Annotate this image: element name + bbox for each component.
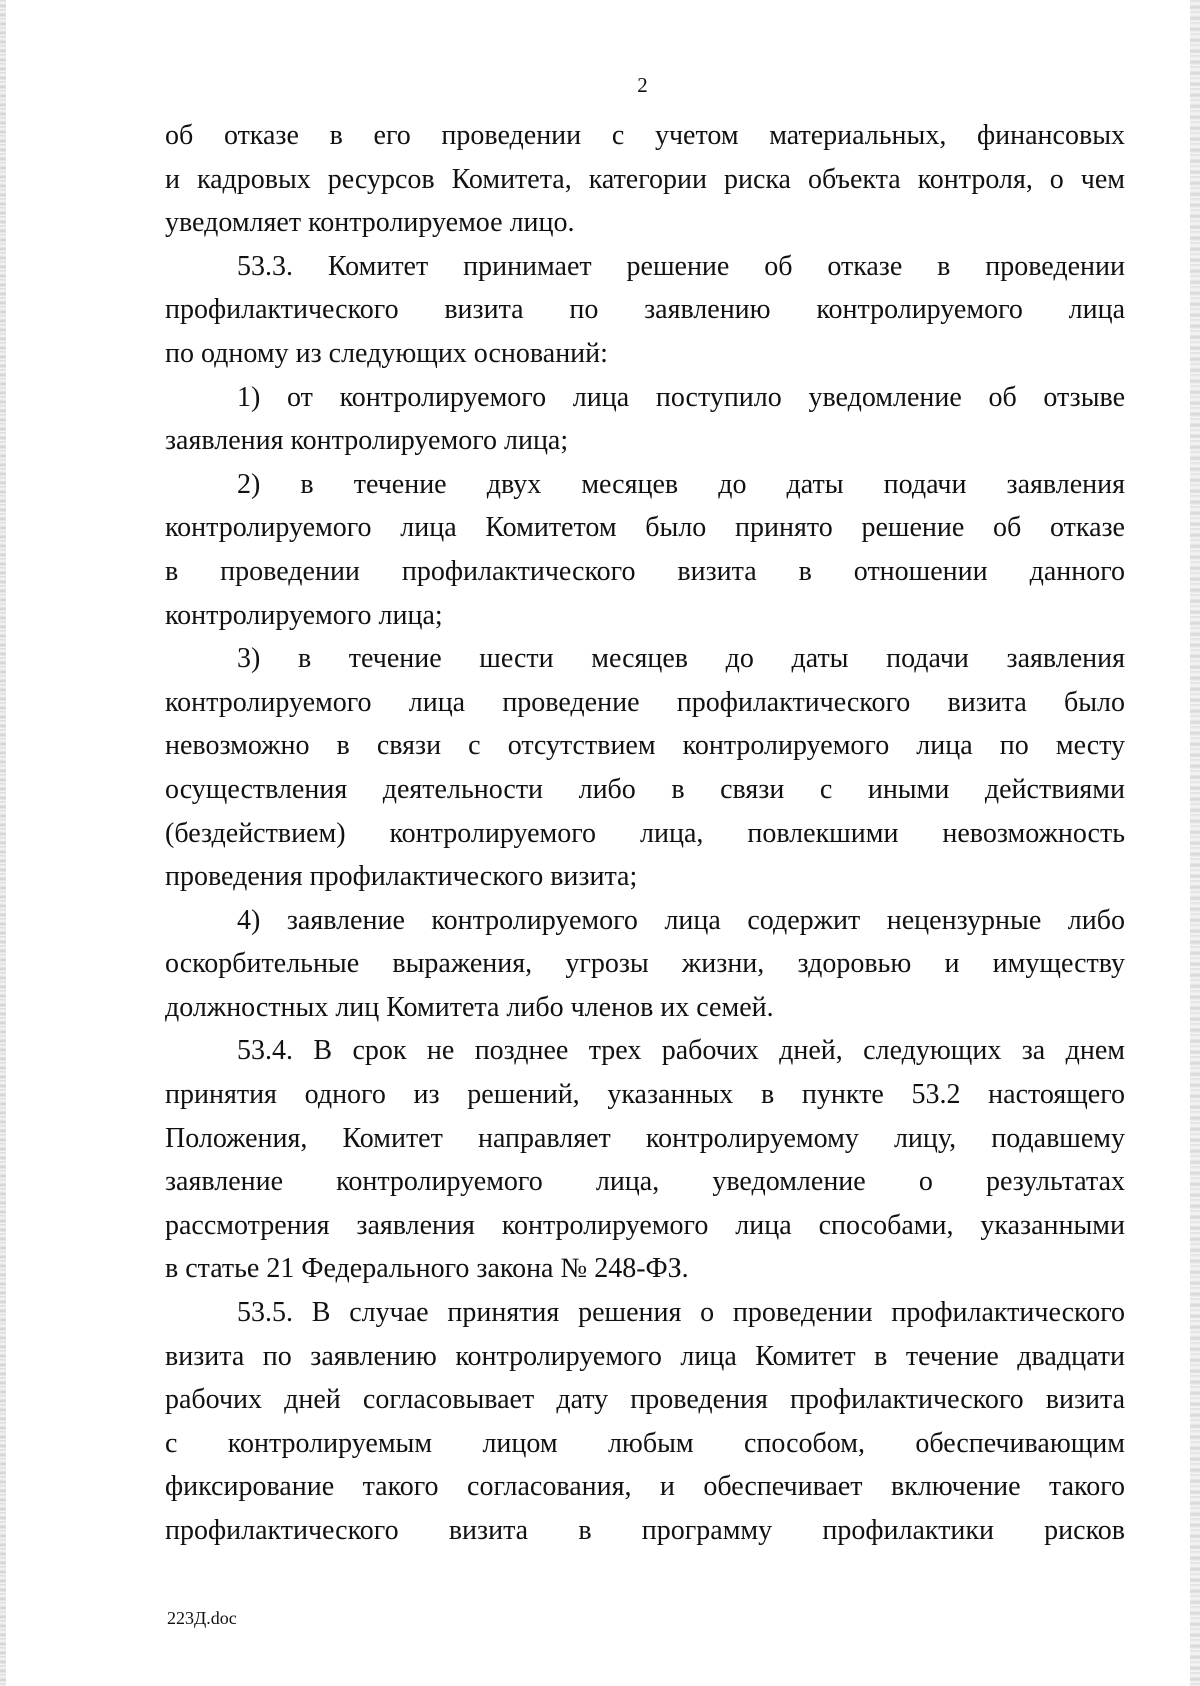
- text-line: в статье 21 Федерального закона № 248-ФЗ.: [165, 1253, 689, 1285]
- text-line: с контролируемым лицом любым способом, обеспечивающим: [165, 1427, 1125, 1459]
- text-line: контролируемого лица;: [165, 599, 443, 631]
- text-line: уведомляет контролируемое лицо.: [165, 207, 575, 239]
- text-line: заявления контролируемого лица;: [165, 425, 569, 457]
- text-line: в проведении профилактического визита в отношении данного: [165, 555, 1125, 587]
- text-line: рабочих дней согласовывает дату проведения профилактического визита: [165, 1384, 1125, 1416]
- text-line: об отказе в его проведении с учетом материальных, финансовых: [165, 120, 1125, 151]
- text-line: Положения, Комитет направляет контролируемому лицу, подавшему: [165, 1122, 1125, 1154]
- text-line: 2) в течение двух месяцев до даты подачи заявления: [237, 468, 1125, 500]
- text-line: принятия одного из решений, указанных в пункте 53.2 настоящего: [165, 1079, 1125, 1111]
- text-line: контролируемого лица Комитетом было принято решение об отказе: [165, 512, 1125, 544]
- text-line: фиксирование такого согласования, и обеспечивает включение такого: [165, 1471, 1125, 1503]
- text-line: 4) заявление контролируемого лица содержит нецензурные либо: [237, 904, 1125, 936]
- text-line: осуществления деятельности либо в связи с иными действиями: [165, 773, 1125, 805]
- text-line: должностных лиц Комитета либо членов их семей.: [165, 991, 774, 1023]
- text-line: невозможно в связи с отсутствием контролируемого лица по месту: [165, 730, 1125, 762]
- text-line: по одному из следующих оснований:: [165, 337, 608, 369]
- text-line: профилактического визита в программу профилактики рисков: [165, 1515, 1125, 1546]
- footer-filename: 223Д.doc: [167, 1608, 237, 1628]
- text-line: проведения профилактического визита;: [165, 861, 638, 893]
- text-line: 1) от контролируемого лица поступило уведомление об отзыве: [237, 381, 1125, 413]
- text-line: 53.3. Комитет принимает решение об отказе в проведении: [237, 250, 1125, 282]
- scan-edge-left: [0, 0, 6, 1686]
- document-body: [165, 114, 1125, 1553]
- text-line: контролируемого лица проведение профилактического визита было: [165, 686, 1125, 718]
- text-line: 3) в течение шести месяцев до даты подачи заявления: [237, 643, 1125, 675]
- page-number: 2: [637, 73, 648, 97]
- text-line: 53.5. В случае принятия решения о проведении профилактического: [237, 1297, 1125, 1329]
- text-line: рассмотрения заявления контролируемого лица способами, указанными: [165, 1209, 1125, 1241]
- text-line: 53.4. В срок не позднее трех рабочих дней, следующих за днем: [237, 1035, 1125, 1067]
- text-line: (бездействием) контролируемого лица, повлекшими невозможность: [165, 817, 1125, 849]
- text-line: профилактического визита по заявлению контролируемого лица: [165, 294, 1125, 326]
- text-line: заявление контролируемого лица, уведомление о результатах: [165, 1166, 1125, 1198]
- scan-edge-right: [1190, 0, 1200, 1686]
- text-line: и кадровых ресурсов Комитета, категории риска объекта контроля, о чем: [165, 163, 1125, 195]
- text-line: оскорбительные выражения, угрозы жизни, здоровью и имуществу: [165, 948, 1125, 980]
- text-line: визита по заявлению контролируемого лица Комитет в течение двадцати: [165, 1340, 1125, 1372]
